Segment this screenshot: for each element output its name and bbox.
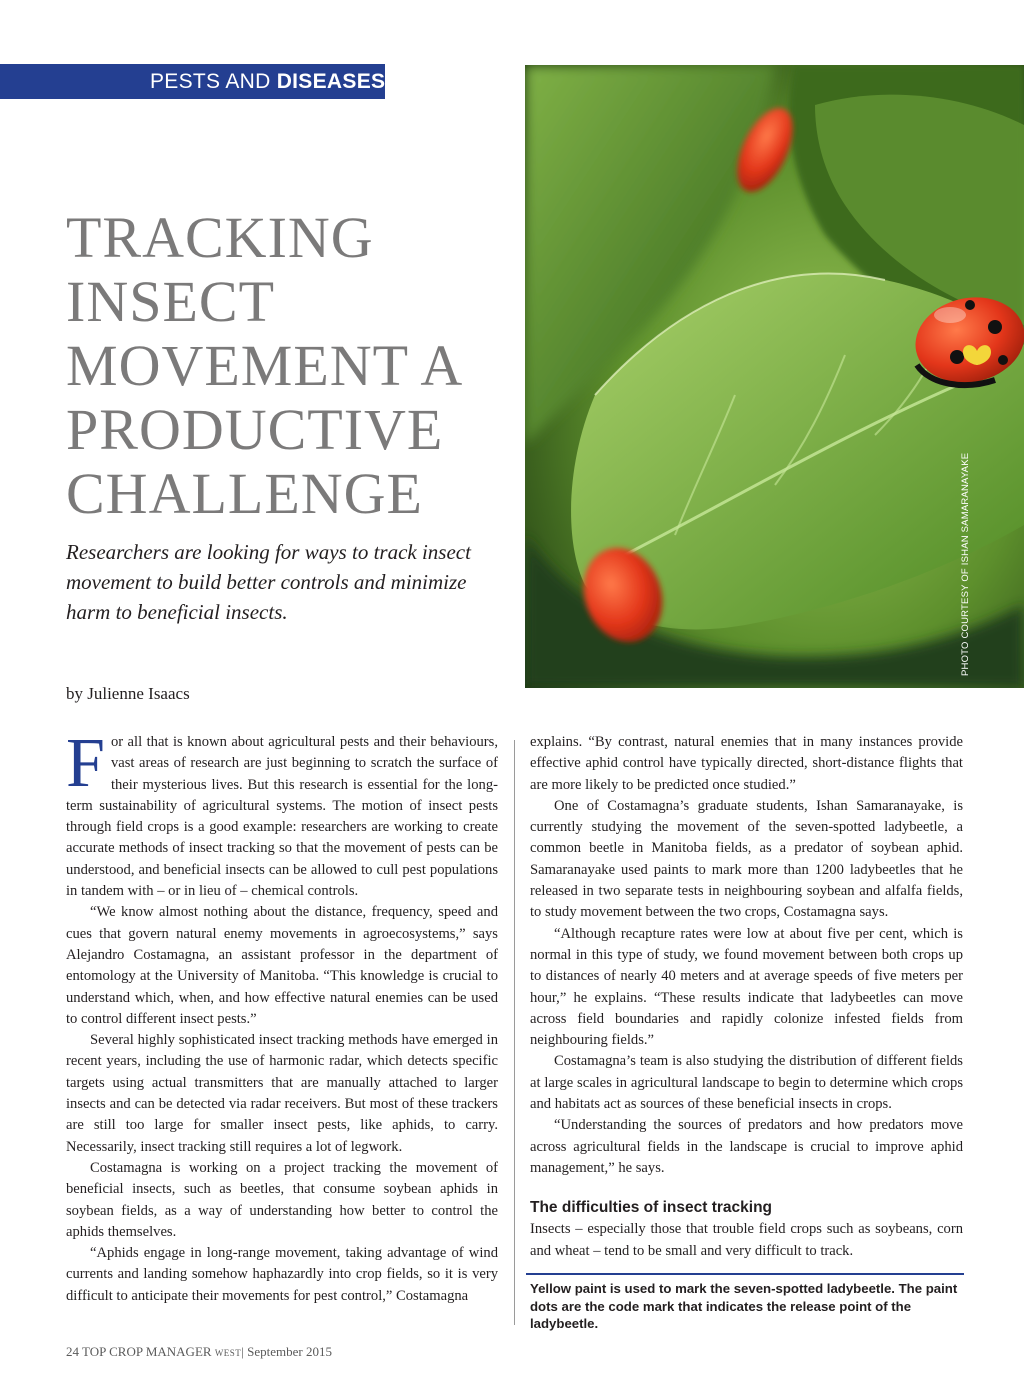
byline: by Julienne Isaacs: [66, 684, 190, 703]
publication-edition: WEST: [214, 1348, 242, 1358]
issue-date: September 2015: [247, 1344, 333, 1359]
body-column-left: [66, 725, 498, 1307]
headline-line: CHALLENGE: [66, 461, 423, 526]
footer-separator: |: [241, 1344, 244, 1359]
body-paragraph: Insects – especially those that trouble field crops such as soybeans, corn and wheat – tend to be small and very difficult to track.: [530, 1221, 963, 1259]
headline-line: TRACKING: [66, 205, 374, 270]
headline-line: MOVEMENT A: [66, 333, 464, 398]
page-footer: [66, 1344, 332, 1360]
body-column-right: [530, 732, 963, 1262]
ladybeetle-illustration: [525, 65, 1024, 688]
body-paragraph: “Although recapture rates were low at about five per cent, which is normal in this type of study, we found movement between both crops up to distances of nearly 40 meters and at average speeds of five meters per hour,” he explains. “These results indicate that ladybeetles can move across field boundaries and rapidly colonize infested fields from neighbouring fields.”: [530, 925, 963, 1049]
caption-rule: [526, 1273, 964, 1275]
body-paragraph: For all that is known about agricultural pests and their behaviours, vast areas of research are just beginning to scratch the surface of their mysterious lives. But this research is essential for the long-term sustainability of agricultural systems. The motion of insect pests through field crops is a good example: researchers are working to create accurate methods of insect tracking so that the movement of pests can be understood, and beneficial insects can be allowed to cull pest populations in tandem with – or in lieu of – chemical controls.: [66, 725, 498, 900]
drop-cap: F: [66, 725, 105, 802]
deck: Researchers are looking for ways to track insect movement to build better controls and minimize harm to beneficial insects.: [66, 540, 471, 624]
body-paragraph: Several highly sophisticated insect tracking methods have emerged in recent years, including the use of harmonic radar, which detects specific targets using actual transmitters that are manually attached to larger insects and can be detected via radar receivers. But most of these trackers are still too large for smaller insect pests, like aphids, to carry. Necessarily, insect tracking still requires a lot of legwork.: [66, 1032, 498, 1155]
column-divider: [514, 740, 515, 1325]
ladybeetle-photo: [525, 65, 1024, 688]
subheading: The difficulties of insect tracking: [530, 1199, 773, 1217]
section-label-emphasis: DISEASES: [276, 70, 386, 93]
headline-line: PRODUCTIVE: [66, 397, 444, 462]
body-paragraph: One of Costamagna’s graduate students, Ishan Samaranayake, is currently studying the movement of the seven-spotted ladybeetle, a common beetle in Manitoba fields, as a predator of soybean aphid. Samaranayake used paints to mark more than 1200 ladybeetles that he released in two separate tests in neighbouring soybean and alfalfa fields, to study movement between the two crops, Costamagna says.: [530, 797, 963, 921]
section-label: PESTS AND: [150, 70, 277, 93]
body-paragraph: “Understanding the sources of predators and how predators move across agricultural fields in the landscape is crucial to improve aphid management,” he says.: [530, 1117, 963, 1176]
section-banner: [0, 64, 385, 99]
body-paragraph: Costamagna is working on a project tracking the movement of beneficial insects, such as beetles, that consume soybean aphids in soybean fields, as a way of understanding how better to control the aphids themselves.: [66, 1159, 498, 1240]
body-paragraph: “Aphids engage in long-range movement, taking advantage of wind currents and landing somehow haphazardly into crop fields, so it is very difficult to anticipate their movements for pest control,” Costamagna: [66, 1245, 498, 1304]
headline-line: INSECT: [66, 269, 275, 334]
photo-credit: PHOTO COURTESY OF ISHAN SAMARANAYAKE: [960, 452, 971, 676]
page-number: 24: [66, 1344, 79, 1359]
photo-caption: Yellow paint is used to mark the seven-spotted ladybeetle. The paint dots are the code mark that indicates the release point of the ladybeetle.: [530, 1281, 958, 1331]
publication-name: TOP CROP MANAGER: [82, 1344, 212, 1359]
body-paragraph: Costamagna’s team is also studying the distribution of different fields at large scales in agricultural landscape to begin to determine which crops and habitats act as sources of these beneficial insects in crops.: [530, 1053, 963, 1113]
body-paragraph: explains. “By contrast, natural enemies that in many instances provide effective aphid control have typically directed, short-distance flights that are more likely to be predicted once studied.”: [530, 734, 963, 793]
headline: [66, 206, 516, 526]
body-paragraph: “We know almost nothing about the distance, frequency, speed and cues that govern natural enemy movements in agroecosystems,” says Alejandro Costamagna, an assistant professor in the department of entomology at the University of Manitoba. “This knowledge is crucial to understand which, when, and how effective natural enemies can be used to control different insect pests.”: [66, 904, 498, 1027]
